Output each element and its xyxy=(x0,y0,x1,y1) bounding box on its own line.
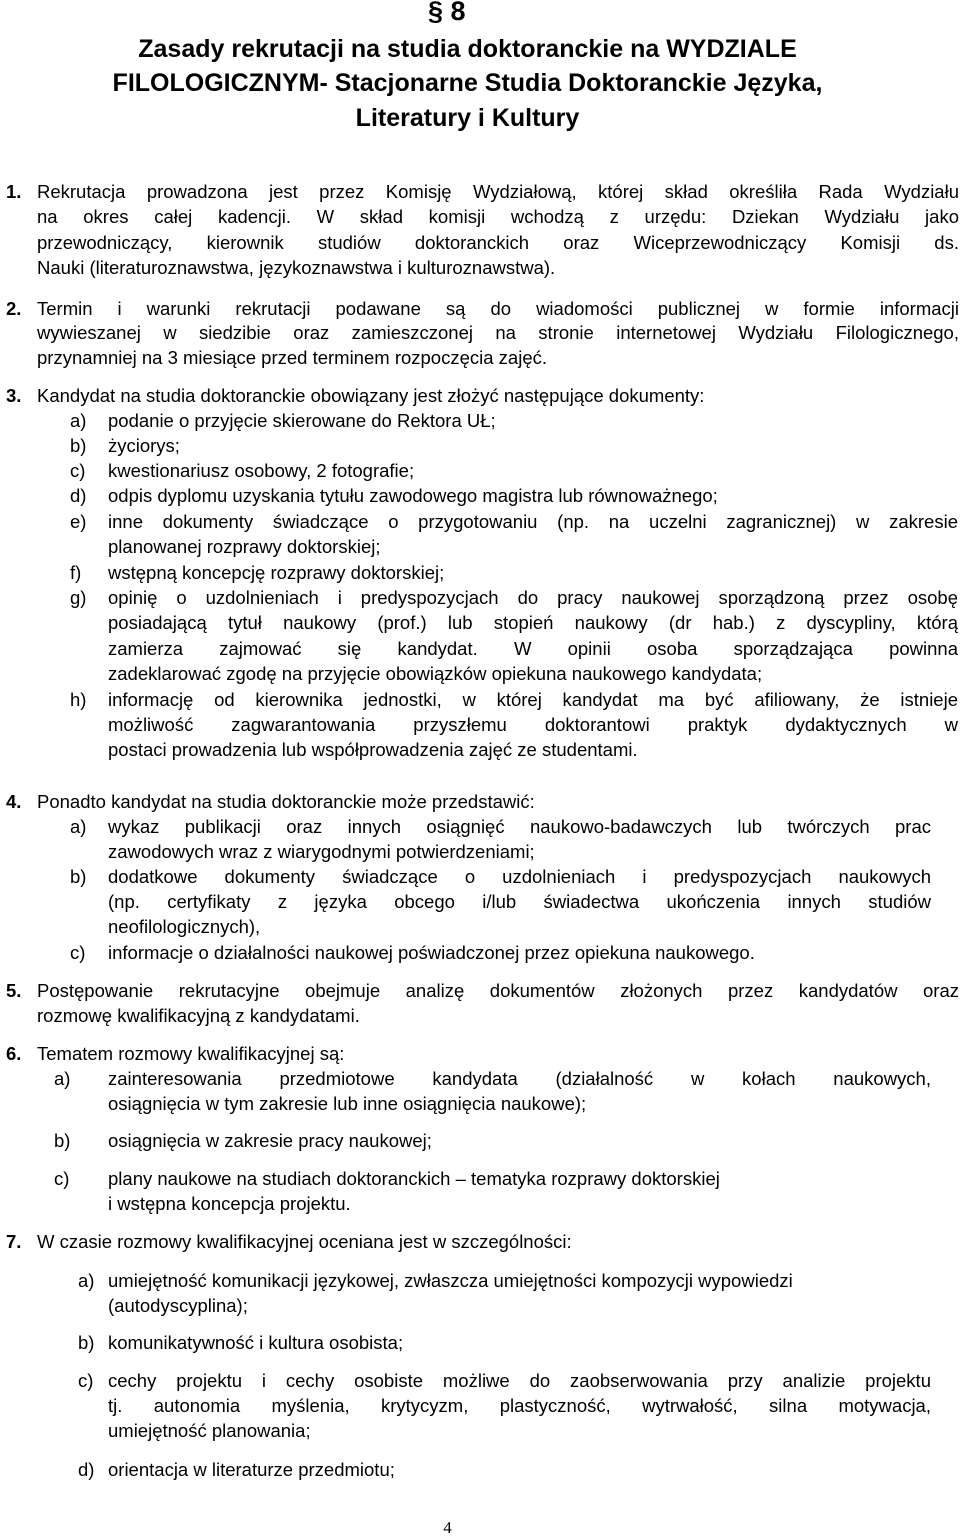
item-line: postaci prowadzenia lub współprowadzenia zajęć ze studentami. xyxy=(108,739,638,760)
item-label: g) xyxy=(70,587,87,608)
item-line: umiejętność planowania; xyxy=(108,1420,311,1441)
item-label: h) xyxy=(70,689,87,710)
point-number: 4. xyxy=(6,791,22,812)
item-label: b) xyxy=(78,1332,95,1353)
point-2-line: Termin i warunki rekrutacji podawane są do wiadomości publicznej w formie informacji xyxy=(37,298,959,319)
item-line: plany naukowe na studiach doktoranckich – tematyka rozprawy doktorskiej xyxy=(108,1168,720,1189)
point-1-line: na okres całej kadencji. W skład komisji wchodzą z urzędu: Dziekan Wydziału jako xyxy=(37,206,959,227)
title-line-3: Literatury i Kultury xyxy=(355,104,580,132)
title-line-1: Zasady rekrutacji na studia doktoranckie na WYDZIALE xyxy=(138,35,797,63)
point-number: 3. xyxy=(6,385,22,406)
item-line: (autodyscyplina); xyxy=(108,1295,248,1316)
point-1-line: Nauki (literaturoznawstwa, językoznawstwa i kulturoznawstwa). xyxy=(37,257,556,278)
point-number: 6. xyxy=(6,1043,22,1064)
item-label: e) xyxy=(70,511,87,532)
item-label: c) xyxy=(70,942,86,963)
item-label: c) xyxy=(78,1370,94,1391)
point-5-line: Postępowanie rekrutacyjne obejmuje analizę dokumentów złożonych przez kandydatów oraz xyxy=(37,980,959,1001)
item-label: d) xyxy=(78,1459,95,1480)
item-line: informacje o działalności naukowej poświadczonej przez opiekuna naukowego. xyxy=(108,942,755,963)
item-line: orientacja w literaturze przedmiotu; xyxy=(108,1459,395,1480)
point-1-line: przewodniczący, kierownik studiów doktoranckich oraz Wiceprzewodniczący Komisji ds. xyxy=(37,232,959,253)
item-label: b) xyxy=(70,866,87,887)
item-line: inne dokumenty świadczące o przygotowaniu (np. na uczelni zagranicznej) w zakresie xyxy=(108,511,958,532)
item-label: c) xyxy=(70,460,86,481)
point-4-intro: Ponadto kandydat na studia doktoranckie może przedstawić: xyxy=(37,791,535,812)
item-line: podanie o przyjęcie skierowane do Rektora UŁ; xyxy=(108,410,496,431)
item-line: zadeklarować zgodę na przyjęcie obowiązków opiekuna naukowego kandydata; xyxy=(108,663,763,684)
item-line: wstępną koncepcję rozprawy doktorskiej; xyxy=(108,562,445,583)
item-label: a) xyxy=(70,816,87,837)
item-line: życiorys; xyxy=(108,435,180,456)
title-line-2: FILOLOGICZNYM- Stacjonarne Studia Doktoranckie Języka, xyxy=(112,69,823,97)
item-line: posiadającą tytuł naukowy (prof.) lub stopień naukowy (dr hab.) z dyscypliny, którą xyxy=(108,612,958,633)
point-number: 2. xyxy=(6,298,22,319)
item-label: c) xyxy=(54,1168,70,1189)
item-line: cechy projektu i cechy osobiste możliwe do zaobserwowania przy analizie projektu xyxy=(108,1370,931,1391)
item-line: (np. certyfikaty z języka obcego i/lub świadectwa ukończenia innych studiów xyxy=(108,891,931,912)
point-2-line: przynamniej na 3 miesiące przed terminem rozpoczęcia zajęć. xyxy=(37,347,547,368)
item-line: osiągnięcia w zakresie pracy naukowej; xyxy=(108,1130,432,1151)
point-2-line: wywieszanej w siedzibie oraz zamieszczonej na stronie internetowej Wydziału Filologicznego, xyxy=(37,322,959,343)
point-5-line: rozmowę kwalifikacyjną z kandydatami. xyxy=(37,1005,360,1026)
item-line: planowanej rozprawy doktorskiej; xyxy=(108,536,381,557)
point-3-intro: Kandydat na studia doktoranckie obowiązany jest złożyć następujące dokumenty: xyxy=(37,385,705,406)
item-label: b) xyxy=(70,435,87,456)
item-label: f) xyxy=(70,562,82,583)
item-line: zamierza zajmować się kandydat. W opinii osoba sporządzająca powinna xyxy=(108,638,958,659)
item-label: b) xyxy=(54,1130,71,1151)
point-number: 7. xyxy=(6,1231,22,1252)
point-number: 1. xyxy=(6,181,22,202)
page-number: 4 xyxy=(443,1518,452,1537)
item-label: d) xyxy=(70,485,87,506)
item-label: a) xyxy=(54,1068,71,1089)
item-line: osiągnięcia w tym zakresie lub inne osiągnięcia naukowe); xyxy=(108,1093,587,1114)
item-line: tj. autonomia myślenia, krytycyzm, plastyczność, wytrwałość, silna motywacja, xyxy=(108,1395,931,1416)
section-number: § 8 xyxy=(428,0,466,26)
item-line: zawodowych wraz z wiarygodnymi potwierdzeniami; xyxy=(108,841,535,862)
point-7-intro: W czasie rozmowy kwalifikacyjnej oceniana jest w szczególności: xyxy=(37,1231,572,1252)
point-6-intro: Tematem rozmowy kwalifikacyjnej są: xyxy=(37,1043,345,1064)
item-line: zainteresowania przedmiotowe kandydata (działalność w kołach naukowych, xyxy=(108,1068,931,1089)
point-number: 5. xyxy=(6,980,22,1001)
item-line: neofilologicznych), xyxy=(108,916,261,937)
item-line: kwestionariusz osobowy, 2 fotografie; xyxy=(108,460,415,481)
item-line: umiejętność komunikacji językowej, zwłaszcza umiejętności kompozycji wypowiedzi xyxy=(108,1270,793,1291)
item-line: odpis dyplomu uzyskania tytułu zawodowego magistra lub równoważnego; xyxy=(108,485,718,506)
item-label: a) xyxy=(70,410,87,431)
item-line: opinię o uzdolnieniach i predyspozycjach do pracy naukowej sporządzoną przez osobę xyxy=(108,587,958,608)
item-line: dodatkowe dokumenty świadczące o uzdolnieniach i predyspozycjach naukowych xyxy=(108,866,931,887)
item-line: informację od kierownika jednostki, w której kandydat ma być afiliowany, że istnieje xyxy=(108,689,958,710)
point-1-line: Rekrutacja prowadzona jest przez Komisję Wydziałową, której skład określiła Rada Wydziału xyxy=(37,181,959,202)
item-line: możliwość zagwarantowania przyszłemu doktorantowi praktyk dydaktycznych w xyxy=(108,714,958,735)
item-line: komunikatywność i kultura osobista; xyxy=(108,1332,404,1353)
item-label: a) xyxy=(78,1270,95,1291)
item-line: wykaz publikacji oraz innych osiągnięć naukowo-badawczych lub twórczych prac xyxy=(108,816,931,837)
item-line: i wstępna koncepcja projektu. xyxy=(108,1193,351,1214)
